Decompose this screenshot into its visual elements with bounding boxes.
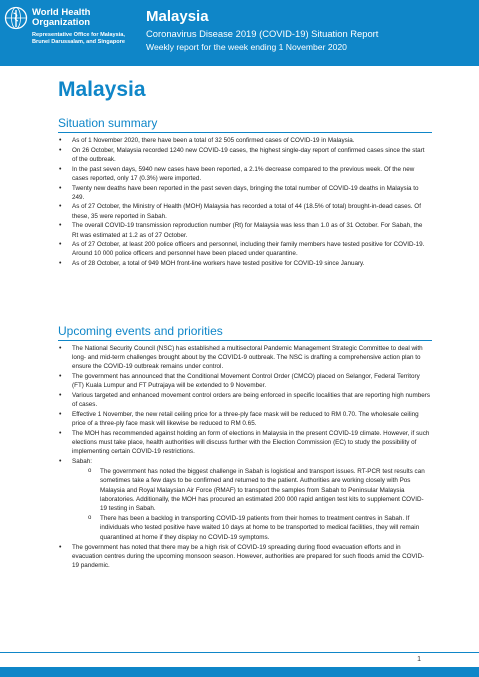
list-item: • Twenty new deaths have been reported in the past seven days, bringing the total number of COVID-19 deaths in Malaysia to 249. xyxy=(58,184,430,202)
situation-summary-list xyxy=(58,136,430,269)
section-divider xyxy=(58,132,432,133)
sub-list-item: o The government has noted the biggest challenge in Sabah is logistical and transport issues. RT-PCR test results can sometimes take a few days to be confirmed and returned to the patient. Authorities are working closely with Pos Malaysia and Royal Malaysian Air Force (RMAF) to transport the samples from Sabah to Peninsular Malaysia laboratories. Additionally, the MOH has procured an estimated 200 000 rapid antigen test kits to supplement COVID-19 testing in Sabah. xyxy=(72,467,430,513)
who-logo xyxy=(4,6,144,62)
org-name: World Health Organization xyxy=(32,7,91,28)
list-item: • The MOH has recommended against holding an form of elections in Malaysia in the present COVID-19 climate. However, if such elections must take place, health authorities will discuss further with the Election Commission (EC) to study the possibility of implementing certain COVID-19 restrictions. xyxy=(58,429,430,457)
org-office: Representative Office for Malaysia, Brunei Darussalam, and Singapore xyxy=(32,32,125,45)
report-title: Coronavirus Disease 2019 (COVID-19) Situation Report xyxy=(146,28,379,39)
report-week: Weekly report for the week ending 1 November 2020 xyxy=(146,42,347,52)
list-item: • Various targeted and enhanced movement control orders are being enforced in specific localities that are reporting high numbers of cases. xyxy=(58,391,430,409)
who-emblem-icon xyxy=(4,6,28,30)
situation-summary-heading: Situation summary xyxy=(58,116,158,130)
list-item: • The National Security Council (NSC) has established a multisectoral Pandemic Management Strategic Committee to deal with long- and mid-term challenges brought about by the COVID1-9 outbreak. The NSC is drafting a comprehensive action plan to ensure the COVID-19 outbreak remains under control. xyxy=(58,344,430,372)
sabah-sublist xyxy=(72,467,430,542)
list-item: • The government has noted that there may be a high risk of COVID-19 spreading during flood evacuation efforts and in evacuation centres during the upcoming monsoon season. However, authorities are prepared for such floods amid the COVID-19 pandemic. xyxy=(58,543,430,571)
upcoming-events-list xyxy=(58,344,430,571)
page-number: 1 xyxy=(417,656,421,663)
footer-rule xyxy=(0,652,479,653)
list-item: • As of 27 October, the Ministry of Health (MOH) Malaysia has recorded a total of 44 (18.5% of total) brought-in-dead cases. Of these, 35 were reported in Sabah. xyxy=(58,202,430,220)
list-item: • As of 1 November 2020, there have been a total of 32 505 confirmed cases of COVID-19 in Malaysia. xyxy=(58,136,430,145)
report-header xyxy=(0,0,479,66)
page-footer xyxy=(0,652,479,677)
footer-bar xyxy=(0,667,479,677)
list-item: • The overall COVID-19 transmission reproduction number (Rt) for Malaysia was less than 1.0 as of 31 October. For Sabah, the Rt was estimated at 1.2 as of 27 October. xyxy=(58,221,430,239)
list-item: • Effective 1 November, the new retail ceiling price for a three-ply face mask will be reduced to RM 0.70. The wholesale ceiling price of a three-ply face mask will likewise be reduced to RM 0.65. xyxy=(58,410,430,428)
section-divider xyxy=(58,340,432,341)
list-item: • As of 27 October, at least 200 police officers and personnel, including their family members have tested positive for COVID-19. Around 10 000 police officers and personnel have been placed under quarantine. xyxy=(58,240,430,258)
sabah-label: Sabah: xyxy=(72,457,92,465)
sub-list-item: o There has been a backlog in transporting COVID-19 patients from their homes to treatment centres in Sabah. If individuals who tested positive have waited 10 days at home to be transported to medical facilities, they will remain quarantined at home if they display no COVID-19 symptoms. xyxy=(72,514,430,542)
list-item: • On 26 October, Malaysia recorded 1240 new COVID-19 cases, the highest single-day report of confirmed cases since the start of the outbreak. xyxy=(58,146,430,164)
upcoming-events-heading: Upcoming events and priorities xyxy=(58,324,223,338)
list-item: • As of 28 October, a total of 949 MOH front-line workers have tested positive for COVID-19 since January. xyxy=(58,259,430,268)
page-title: Malaysia xyxy=(58,78,146,101)
list-item-sabah xyxy=(58,457,430,542)
list-item: • In the past seven days, 5940 new cases have been reported, a 2.1% decrease compared to the previous week. Of the new cases reported, only 17 (0.3%) were imported. xyxy=(58,165,430,183)
list-item: • The government has announced that the Conditional Movement Control Order (CMCO) placed on Selangor, Federal Territory (FT) Kuala Lumpur and FT Putrajaya will be extended to 9 November. xyxy=(58,372,430,390)
header-country: Malaysia xyxy=(146,8,209,25)
